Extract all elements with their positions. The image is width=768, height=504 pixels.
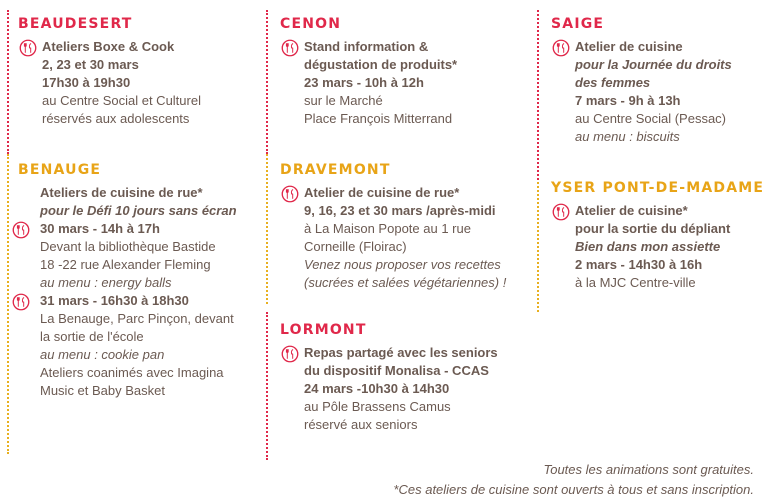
divider-col3-yellow xyxy=(537,182,539,312)
event-item xyxy=(280,38,536,128)
event-location: Devant la bibliothèque Bastide xyxy=(40,239,216,254)
event-hours: 17h30 à 19h30 xyxy=(42,75,131,90)
divider-col1-red xyxy=(7,10,9,154)
event-address: Place François Mitterrand xyxy=(304,111,453,126)
event-subtitle: pour le Défi 10 jours sans écran xyxy=(40,203,237,218)
event-date: 31 mars - 16h30 à 18h30 xyxy=(40,293,189,308)
divider-col3-red xyxy=(537,10,539,180)
event-date: 7 mars - 9h à 13h xyxy=(575,93,681,108)
event-subtitle: pour la sortie du dépliant xyxy=(575,221,731,236)
event-item xyxy=(18,184,263,220)
section-title: BEAUDESERT xyxy=(18,16,133,32)
section-title: SAIGE xyxy=(551,16,605,32)
cooking-utensils-icon xyxy=(281,39,299,57)
divider-col2-red-bottom xyxy=(266,312,268,460)
event-title: Atelier de cuisine* xyxy=(575,203,688,218)
section-title: LORMONT xyxy=(280,322,367,338)
event-location: sur le Marché xyxy=(304,93,383,108)
event-item xyxy=(18,38,263,128)
divider-col1-yellow xyxy=(7,154,9,454)
section-title: DRAVEMONT xyxy=(280,162,391,178)
event-title: Ateliers Boxe & Cook xyxy=(42,39,175,54)
event-dates: 9, 16, 23 et 30 mars /après-midi xyxy=(304,203,496,218)
cooking-utensils-icon xyxy=(12,293,30,311)
event-location: au Centre Social et Culturel xyxy=(42,93,201,108)
event-address: 18 -22 rue Alexander Fleming xyxy=(40,257,211,272)
event-location: à la MJC Centre-ville xyxy=(575,275,696,290)
event-date: 23 mars - 10h à 12h xyxy=(304,75,424,90)
event-subtitle: des femmes xyxy=(575,75,651,90)
event-location: à La Maison Popote au 1 rue xyxy=(304,221,471,236)
section-title: BENAUGE xyxy=(18,162,102,178)
event-item xyxy=(551,38,768,146)
event-item xyxy=(551,202,768,292)
event-subtitle: pour la Journée du droits xyxy=(575,57,732,72)
section-cenon xyxy=(280,16,536,128)
cooking-utensils-icon xyxy=(552,39,570,57)
event-title: du dispositif Monalisa - CCAS xyxy=(304,363,489,378)
divider-col2-red xyxy=(266,10,268,154)
event-note: Venez nous proposer vos recettes xyxy=(304,257,501,272)
event-menu: au menu : biscuits xyxy=(575,129,680,144)
event-address: la sortie de l'école xyxy=(40,329,144,344)
cooking-utensils-icon xyxy=(281,345,299,363)
event-dates: 2, 23 et 30 mars xyxy=(42,57,139,72)
divider-col2-yellow xyxy=(266,154,268,304)
footer-free-note: Toutes les animations sont gratuites. xyxy=(543,462,754,477)
event-title: Stand information & xyxy=(304,39,429,54)
event-note: réservé aux seniors xyxy=(304,417,418,432)
event-note: Ateliers coanimés avec Imagina xyxy=(40,365,224,380)
cooking-utensils-icon xyxy=(281,185,299,203)
event-date: 2 mars - 14h30 à 16h xyxy=(575,257,703,272)
event-menu: au menu : cookie pan xyxy=(40,347,165,362)
event-title: Atelier de cuisine de rue* xyxy=(304,185,460,200)
cooking-utensils-icon xyxy=(552,203,570,221)
section-yser-pont-de-madame xyxy=(551,180,768,292)
event-title: Ateliers de cuisine de rue* xyxy=(40,185,203,200)
event-date: 30 mars - 14h à 17h xyxy=(40,221,160,236)
section-benauge xyxy=(18,162,263,400)
event-item xyxy=(18,220,263,292)
event-item xyxy=(280,344,536,434)
event-title: Repas partagé avec les seniors xyxy=(304,345,498,360)
event-note: (sucrées et salées végétariennes) ! xyxy=(304,275,507,290)
event-title: Atelier de cuisine xyxy=(575,39,683,54)
event-note: Music et Baby Basket xyxy=(40,383,165,398)
footer-inscription-note: *Ces ateliers de cuisine sont ouverts à tous et sans inscription. xyxy=(393,482,754,497)
section-dravemont xyxy=(280,162,536,292)
event-menu: au menu : energy balls xyxy=(40,275,172,290)
cooking-utensils-icon xyxy=(12,221,30,239)
event-item xyxy=(280,184,536,292)
event-subtitle: Bien dans mon assiette xyxy=(575,239,721,254)
section-lormont xyxy=(280,322,536,434)
event-location: La Benauge, Parc Pinçon, devant xyxy=(40,311,234,326)
section-title: YSER PONT-DE-MADAME xyxy=(551,180,765,196)
event-title: dégustation de produits* xyxy=(304,57,458,72)
section-beaudesert xyxy=(18,16,263,128)
event-address: Corneille (Floirac) xyxy=(304,239,407,254)
event-date: 24 mars -10h30 à 14h30 xyxy=(304,381,450,396)
event-location: au Centre Social (Pessac) xyxy=(575,111,727,126)
cooking-utensils-icon xyxy=(19,39,37,57)
section-saige xyxy=(551,16,768,146)
event-item xyxy=(18,292,263,400)
event-note: réservés aux adolescents xyxy=(42,111,190,126)
event-location: au Pôle Brassens Camus xyxy=(304,399,451,414)
section-title: CENON xyxy=(280,16,342,32)
